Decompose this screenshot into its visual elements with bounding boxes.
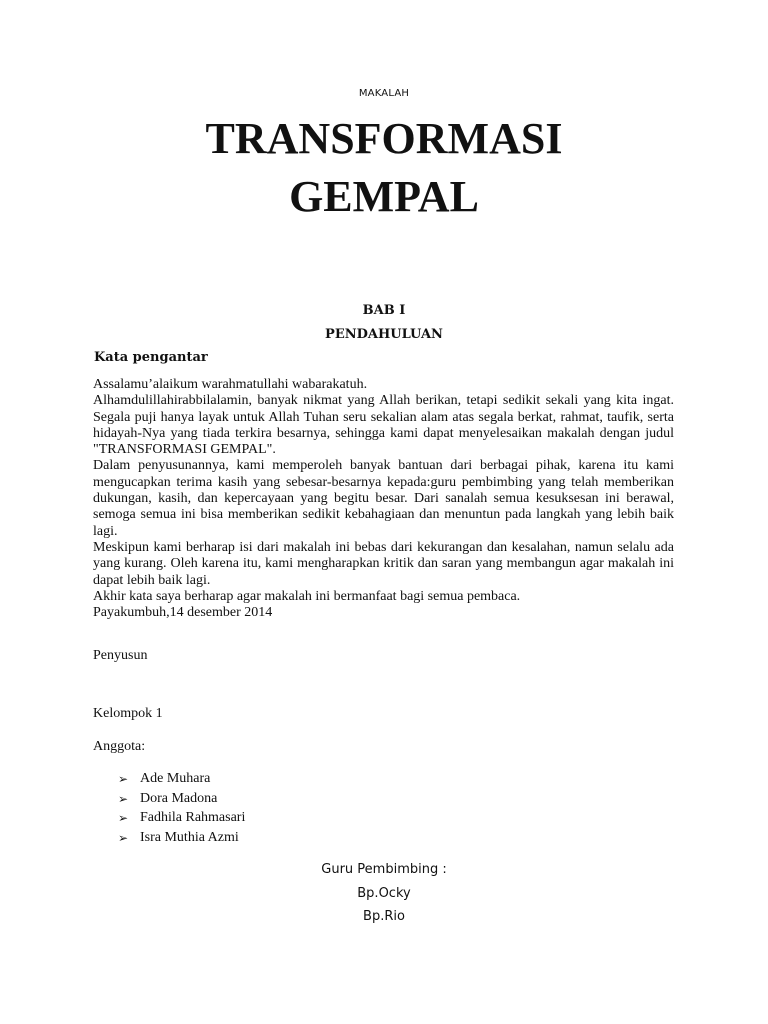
member-list	[118, 769, 245, 848]
group-name: Kelompok 1	[93, 706, 163, 721]
section-heading: Kata pengantar	[94, 350, 208, 365]
document-label: MAKALAH	[358, 88, 410, 99]
arrow-bullet-icon: ➢	[118, 811, 129, 826]
chapter-number: BAB I	[362, 303, 406, 318]
member-name: Fadhila Rahmasari	[140, 810, 246, 826]
member-name: Ade Muhara	[140, 770, 211, 786]
paragraph: Assalamu’alaikum warahmatullahi wabarakatuh.	[93, 377, 368, 392]
arrow-bullet-icon: ➢	[118, 771, 129, 786]
document-title-line2: GEMPAL	[289, 172, 479, 221]
member-name: Isra Muthia Azmi	[140, 829, 239, 845]
supervisor-label: Guru Pembimbing :	[321, 862, 447, 877]
arrow-bullet-icon: ➢	[118, 791, 129, 806]
supervisor-name: Bp.Ocky	[357, 886, 411, 901]
paragraph: Dalam penyusunannya, kami memperoleh banyak bantuan dari berbagai pihak, karena itu kami mengucapkan terima kasih yang sebesar-besarnya kepada:guru pembimbing yang telah memberikan dukungan, kasih, dan kepercayaan yang begitu besar. Dari sanalah semua kesuksesan ini berawal, semoga semua ini bisa memberikan sedikit kebahagiaan dan menuntun pada langkah yang lebih baik lagi.	[93, 458, 674, 539]
supervisor-name: Bp.Rio	[363, 909, 405, 924]
document-title-line1: TRANSFORMASI	[205, 114, 563, 163]
paragraph: Alhamdulillahirabbilalamin, banyak nikmat yang Allah berikan, tetapi sedikit sekali yang kita ingat. Segala puji hanya layak untuk Allah Tuhan seru sekalian alam atas segala berkat, rahmat, taufik, serta hidayah-Nya yang tiada terkira besarnya, sehingga kami dapat menyelesaikan makalah dengan judul "TRANSFORMASI GEMPAL".	[93, 393, 674, 458]
arrow-bullet-icon: ➢	[118, 830, 129, 845]
place-date: Payakumbuh,14 desember 2014	[93, 605, 273, 621]
list-item	[118, 789, 245, 809]
foreword-body	[93, 377, 674, 621]
list-item	[118, 828, 245, 848]
chapter-name: PENDAHULUAN	[325, 327, 443, 342]
paragraph: Akhir kata saya berharap agar makalah ini bermanfaat bagi semua pembaca.	[93, 588, 521, 604]
list-item	[118, 769, 245, 789]
author-label: Penyusun	[93, 648, 148, 663]
member-name: Dora Madona	[140, 790, 218, 806]
list-item	[118, 808, 245, 828]
paragraph: Meskipun kami berharap isi dari makalah ini bebas dari kekurangan dan kesalahan, namun selalu ada yang kurang. Oleh karena itu, kami mengharapkan kritik dan saran yang membangun agar makalah ini dapat lebih baik lagi.	[93, 539, 674, 588]
members-label: Anggota:	[93, 739, 146, 754]
